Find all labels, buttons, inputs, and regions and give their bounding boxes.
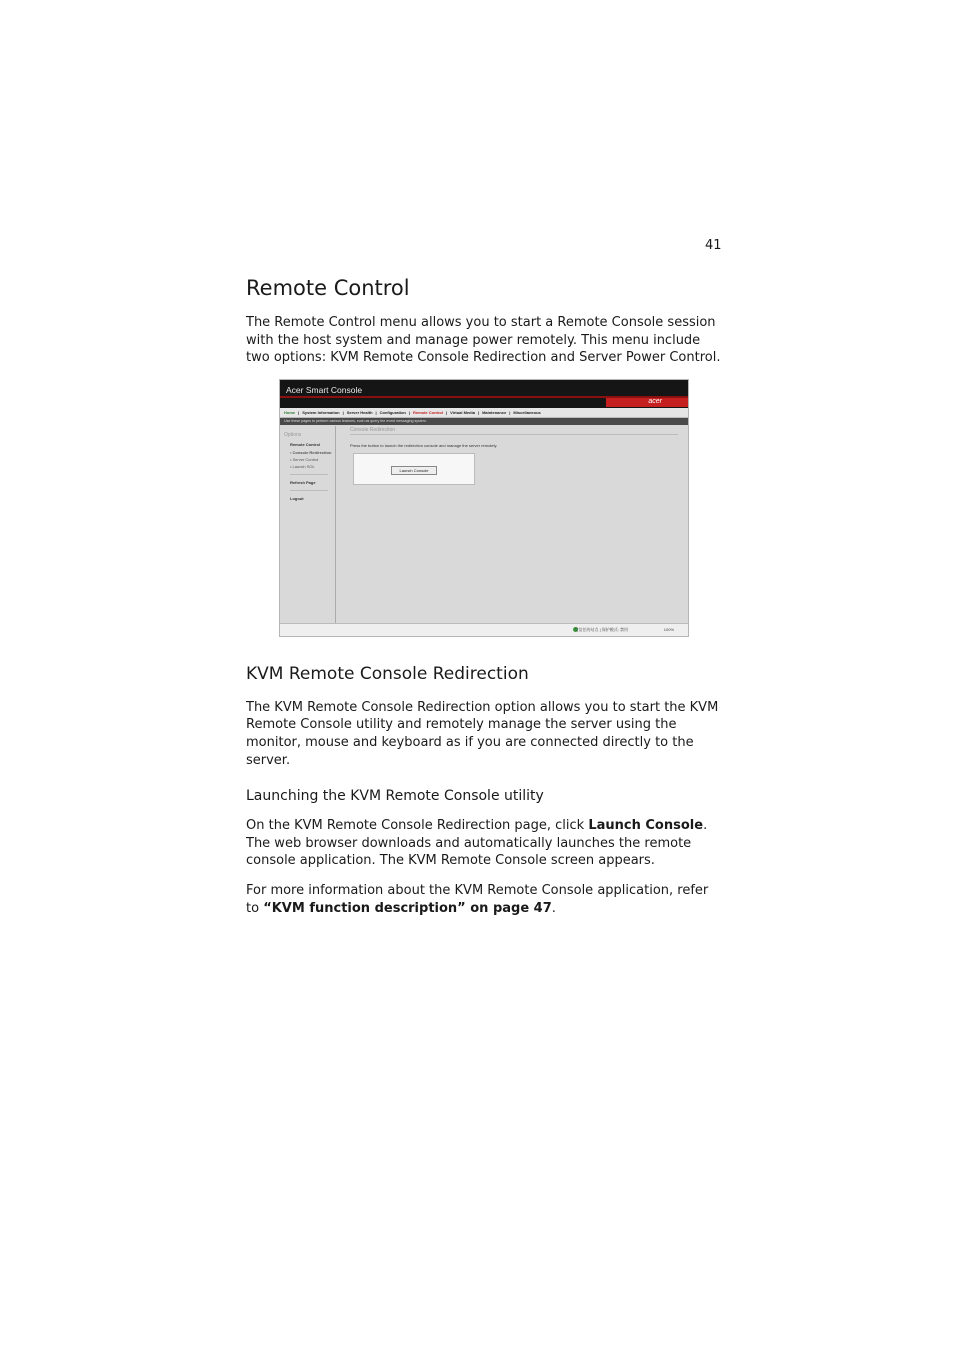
sidebar-title: Options [284, 431, 302, 438]
app-body [280, 426, 688, 624]
sidebar-divider [290, 474, 328, 475]
info-bar: Use these pages to perform various features, such as query the event messaging system. [280, 418, 688, 425]
browser-status-bar [280, 623, 688, 636]
nav-server-health[interactable]: Server Health [346, 409, 373, 415]
sidebar-item-refresh[interactable]: Refresh Page [290, 479, 316, 485]
sidebar [280, 426, 336, 624]
launching-paragraph-2: For more information about the KVM Remote Console application, refer to “KVM function description” on page 47. [246, 882, 709, 916]
header-red-bar [606, 398, 688, 407]
kvm-paragraph: The KVM Remote Console Redirection option allows you to start the KVM Remote Console utility and remotely manage the server using the monitor, mouse and keyboard as if you are connected directly to the server. [246, 699, 719, 768]
cross-reference-link[interactable]: “KVM function description” on page 47 [263, 900, 552, 916]
launching-paragraph-1: On the KVM Remote Console Redirection page, click Launch Console. The web browser downloads and automatically launches the remote console application. The KVM Remote Console screen appears. [246, 818, 708, 869]
kvm-heading: KVM Remote Console Redirection [246, 663, 529, 684]
main-divider [350, 434, 678, 435]
intro-paragraph: The Remote Control menu allows you to start a Remote Console session with the host system and manage power remotely. This menu include two options: KVM Remote Console Redirection and Server Power Control. [246, 315, 721, 366]
main-panel [336, 426, 688, 624]
launching-heading: Launching the KVM Remote Console utility [246, 788, 544, 805]
app-title: Acer Smart Console [286, 384, 363, 395]
page-number: 41 [705, 238, 722, 253]
nav-remote-control[interactable]: Remote Control [412, 409, 443, 415]
zoom-level[interactable]: 100% [663, 626, 674, 632]
sidebar-item-logout[interactable]: Logout [290, 495, 304, 501]
acer-logo: acer [648, 397, 662, 405]
sidebar-item-server-control[interactable]: • Server Control [290, 456, 319, 462]
main-description: Press the button to launch the redirection console and manage the server remotely. [350, 442, 498, 448]
nav-configuration[interactable]: Configuration [379, 409, 406, 415]
nav-home[interactable]: Home [284, 409, 296, 415]
main-section-title: Console Redirection [350, 426, 396, 433]
launch-console-button[interactable]: Launch Console [391, 466, 437, 475]
launch-console-term: Launch Console [588, 818, 704, 834]
app-header [280, 380, 688, 408]
nav-system-information[interactable]: System Information [302, 409, 340, 415]
nav-miscellaneous[interactable]: Miscellaneous [513, 409, 541, 415]
page-content [246, 276, 724, 929]
sidebar-item-console-redirection[interactable]: • Console Redirection [290, 449, 332, 455]
sidebar-item-launch-sol[interactable]: • Launch SOL [290, 463, 315, 469]
status-text: 受信任的站点 | 保护模式: 禁用 [574, 626, 628, 632]
top-nav: Home | System Information | Server Health | Configuration | Remote Control | Virtual Media | Maintenance | Miscellaneous [280, 408, 688, 418]
launch-panel [353, 453, 475, 485]
nav-virtual-media[interactable]: Virtual Media [450, 409, 475, 415]
sidebar-item-remote-control[interactable]: Remote Control [290, 441, 320, 447]
nav-maintenance[interactable]: Maintenance [482, 409, 507, 415]
screenshot-figure [279, 379, 689, 637]
sidebar-divider [290, 490, 328, 491]
section-title: Remote Control [246, 276, 410, 300]
